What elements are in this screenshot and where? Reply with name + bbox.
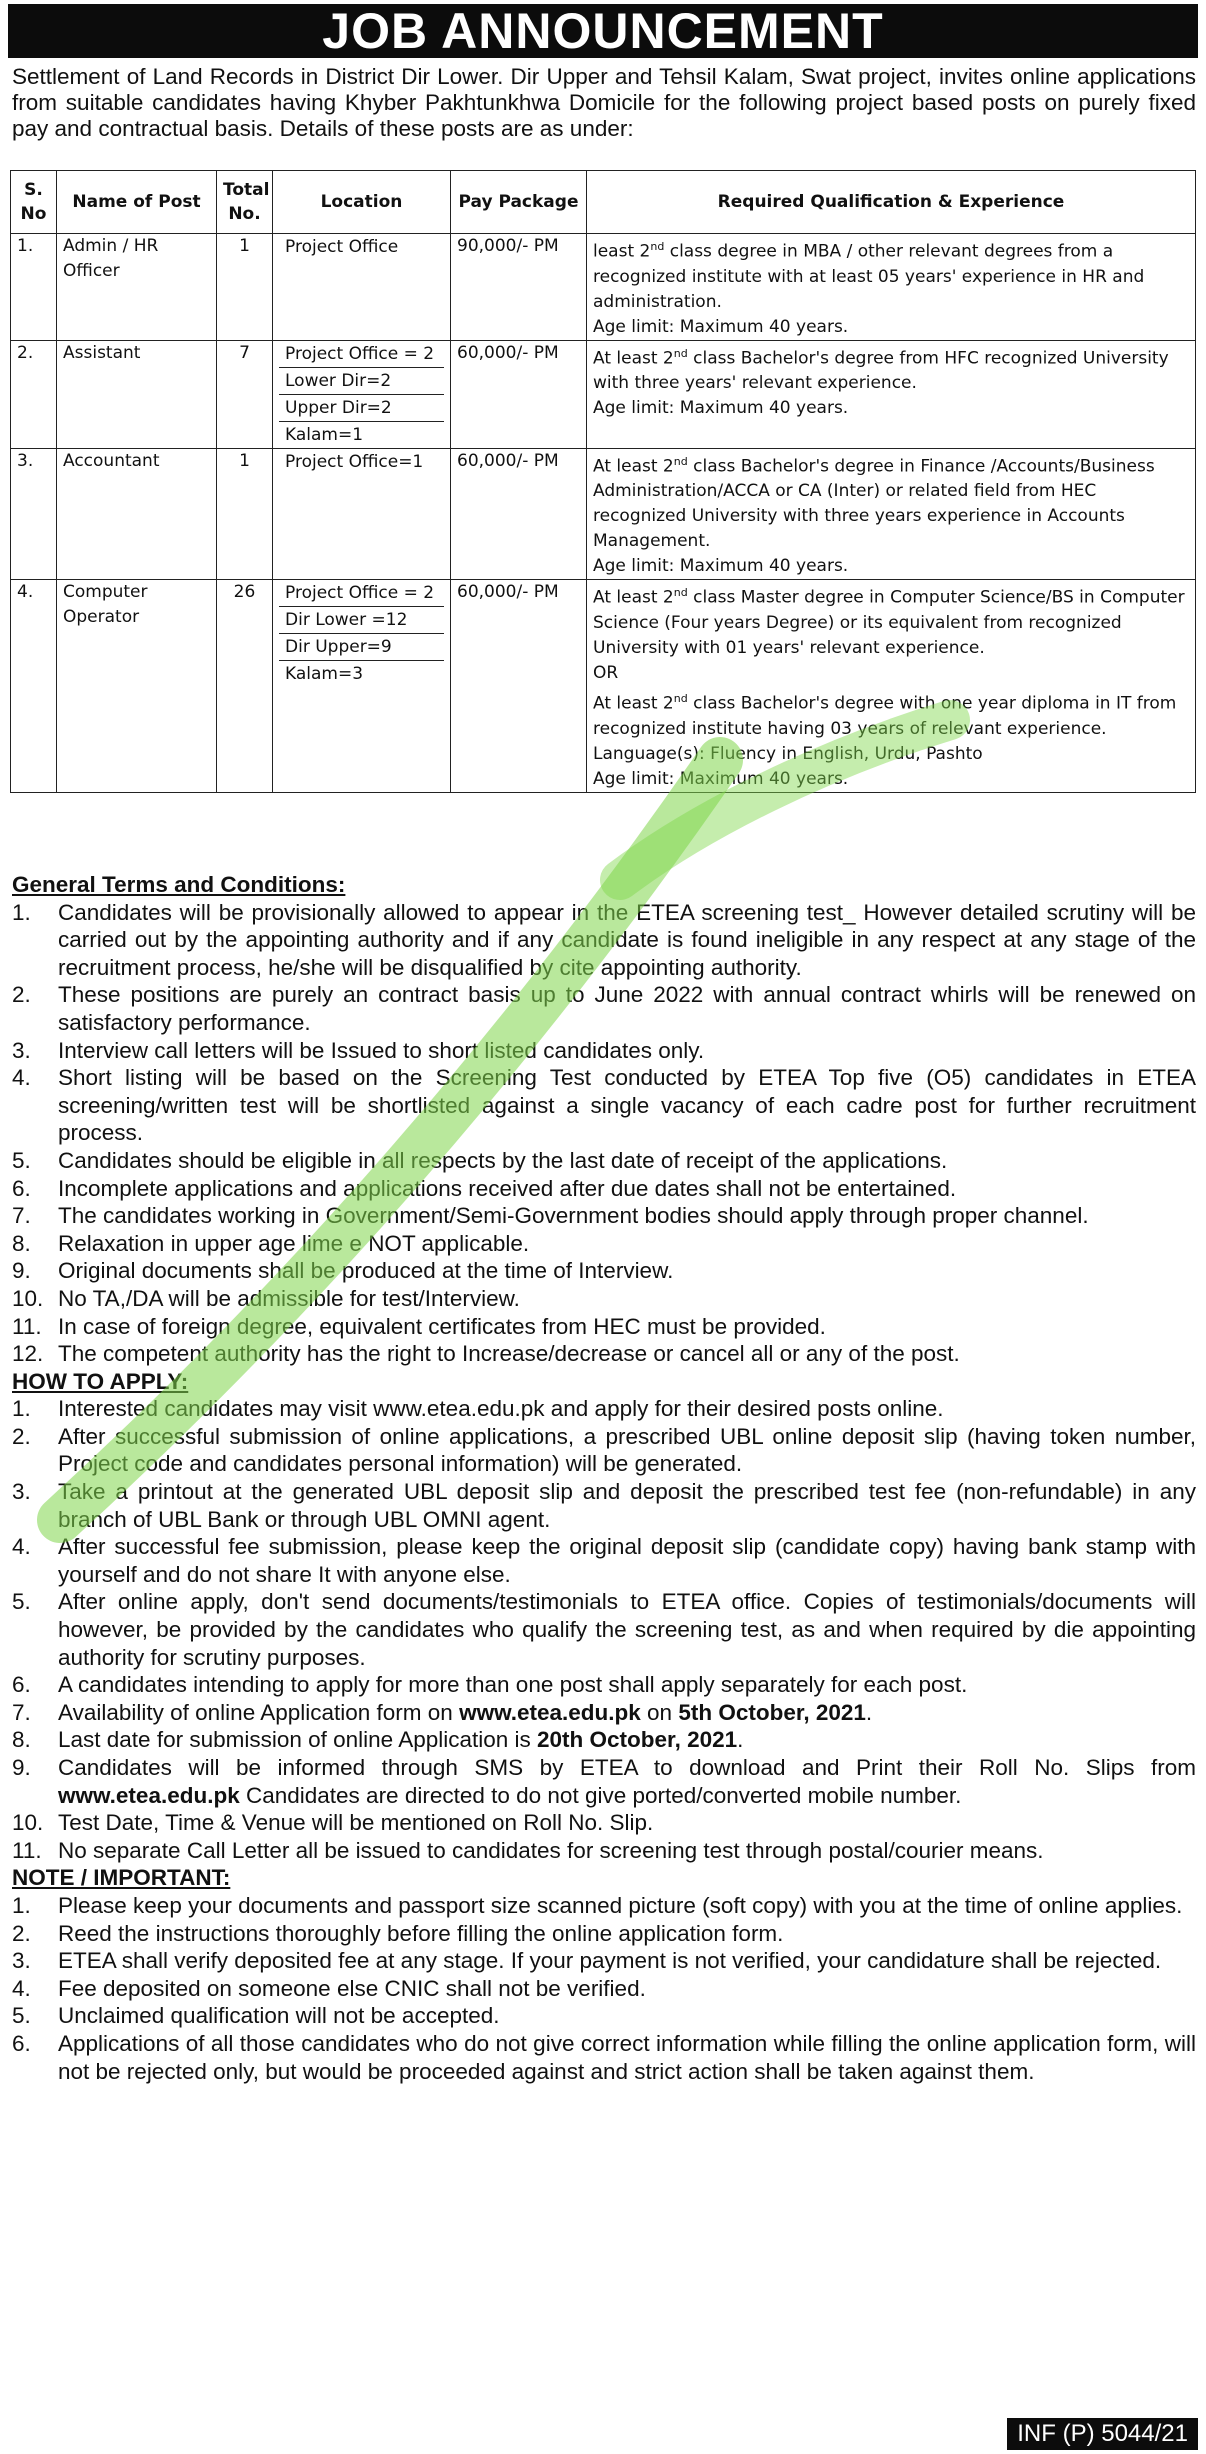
location-item: Dir Upper=9	[279, 634, 444, 661]
footer-reference-code: INF (P) 5044/21	[1007, 2418, 1198, 2450]
how-to-apply-heading: HOW TO APPLY:	[12, 1368, 189, 1394]
item-number: 3.	[12, 1479, 31, 1505]
item-text: Incomplete applications and applications received after due dates shall not be entertained.	[58, 1175, 957, 1201]
item-number: 8.	[12, 1727, 31, 1753]
item-number: 2.	[12, 982, 31, 1008]
qualification-line: OR	[593, 662, 619, 683]
location-item: Upper Dir=2	[279, 395, 444, 422]
item-number: 12.	[12, 1341, 44, 1367]
item-text: The candidates working in Government/Semi-Government bodies should apply through proper channel.	[58, 1203, 1089, 1229]
item-number: 6.	[12, 1672, 31, 1698]
location-item: Dir Lower =12	[279, 607, 444, 634]
cell-pay: 60,000/- PM	[451, 340, 587, 448]
note-item	[12, 2030, 1196, 2085]
item-number: 4.	[12, 1975, 31, 2001]
item-number: 11.	[12, 1313, 42, 1339]
general-term-item	[12, 1313, 1196, 1341]
item-number: 2.	[12, 1920, 31, 1946]
item-text: Interested candidates may visit www.etea.edu.pk and apply for their desired posts online.	[58, 1396, 944, 1422]
note-item	[12, 2002, 1196, 2030]
qualification-line: Age limit: Maximum 40 years.	[593, 316, 849, 337]
general-term-item	[12, 1175, 1196, 1203]
how-to-apply-item	[12, 1423, 1196, 1478]
general-term-item	[12, 1202, 1196, 1230]
general-term-item	[12, 1257, 1196, 1285]
location-item: Project Office = 2	[279, 341, 444, 368]
item-text: Short listing will be based on the Screening Test conducted by ETEA Top five (O5) candidates in ETEA screening/written test will be shortlisted against a single vacancy of each cadre post for further recruitment process.	[58, 1065, 1196, 1146]
qualification-line: At least 2nd class Master degree in Computer Science/BS in Computer Science (Four years Degree) or its equivalent from recognized University with 01 years' relevant experience.	[593, 586, 1185, 658]
posts-table	[10, 170, 1196, 793]
cell-location	[273, 234, 451, 341]
how-to-apply-item	[12, 1837, 1196, 1865]
item-number: 10.	[12, 1285, 44, 1311]
header-name: Name of Post	[57, 171, 217, 234]
item-number: 5.	[12, 1589, 31, 1615]
item-number: 2.	[12, 1423, 31, 1449]
cell-sno: 1.	[11, 234, 57, 341]
table-row	[11, 580, 1196, 792]
how-to-apply-item	[12, 1478, 1196, 1533]
how-to-apply-item	[12, 1726, 1196, 1754]
item-text: Take a printout at the generated UBL deposit slip and deposit the prescribed test fee (non-refundable) in any branch of UBL Bank or through UBL OMNI agent.	[58, 1479, 1196, 1532]
item-text: Candidates should be eligible in all respects by the last date of receipt of the applications.	[58, 1147, 948, 1173]
general-term-item	[12, 1064, 1196, 1147]
qualification-line: At least 2nd class Bachelor's degree from HFC recognized University with three years' relevant experience.	[593, 346, 1169, 394]
item-text: After successful fee submission, please keep the original deposit slip (candidate copy) having bank stamp with yourself and do not share It with anyone else.	[58, 1534, 1196, 1587]
how-to-apply-item	[12, 1809, 1196, 1837]
cell-pay: 90,000/- PM	[451, 234, 587, 341]
cell-post-name: Computer Operator	[57, 580, 217, 792]
item-number: 5.	[12, 1147, 31, 1173]
cell-total: 1	[217, 448, 273, 580]
item-text: These positions are purely an contract basis up to June 2022 with annual contract whirls will be renewed on satisfactory performance.	[58, 982, 1196, 1035]
general-term-item	[12, 1037, 1196, 1065]
item-text: Fee deposited on someone else CNIC shall not be verified.	[58, 1975, 646, 2001]
header-total: Total No.	[217, 171, 273, 234]
table-row	[11, 234, 1196, 341]
cell-post-name: Accountant	[57, 448, 217, 580]
item-text: Reed the instructions thoroughly before filling the online application form.	[58, 1920, 784, 1946]
item-number: 8.	[12, 1230, 31, 1256]
table-row	[11, 448, 1196, 580]
general-term-item	[12, 1230, 1196, 1258]
qualification-line: Age limit: Maximum 40 years.	[593, 556, 849, 577]
qualification-line: Language(s): Fluency in English, Urdu, Pashto	[593, 743, 983, 764]
general-term-item	[12, 1147, 1196, 1175]
note-item	[12, 1892, 1196, 1920]
item-number: 1.	[12, 899, 31, 925]
item-text: Please keep your documents and passport size scanned picture (soft copy) with you at the time of online applies.	[58, 1892, 1183, 1918]
item-text: After online apply, don't send documents/testimonials to ETEA office. Copies of testimonials/documents will however, be provided by the candidates who qualify the screening test, as and when required by die appointing authority for scrutiny purposes.	[58, 1589, 1196, 1670]
item-number: 6.	[12, 2030, 31, 2056]
cell-location	[273, 340, 451, 448]
cell-location	[273, 448, 451, 580]
general-term-item	[12, 899, 1196, 982]
location-item: Kalam=3	[285, 664, 364, 685]
qualification-line: Age limit: Maximum 40 years.	[593, 398, 849, 419]
location-item: Project Office=1	[285, 451, 424, 472]
qualification-line: At least 2nd class Bachelor's degree in Finance /Accounts/Business Administration/ACCA or CA (Inter) or related field from HEC recognized University with three years experience in Accounts Management.	[593, 454, 1155, 552]
item-number: 1.	[12, 1892, 31, 1918]
item-text: The competent authority has the right to Increase/decrease or cancel all or any of the post.	[58, 1341, 960, 1367]
how-to-apply-item	[12, 1588, 1196, 1671]
note-item	[12, 1920, 1196, 1948]
item-number: 6.	[12, 1175, 31, 1201]
cell-sno: 3.	[11, 448, 57, 580]
qualification-line: At least 2nd class Bachelor's degree with one year diploma in IT from recognized institute having 03 years of relevant experience.	[593, 691, 1177, 739]
notes-list	[12, 1892, 1196, 2085]
location-item: Lower Dir=2	[279, 368, 444, 395]
intro-paragraph: Settlement of Land Records in District Dir Lower. Dir Upper and Tehsil Kalam, Swat project, invites online applications from suitable candidates having Khyber Pakhtunkhwa Domicile for the following project based posts on purely fixed pay and contractual basis. Details of these posts are as under:	[12, 64, 1196, 141]
how-to-apply-item	[12, 1533, 1196, 1588]
general-terms-list	[12, 899, 1196, 1368]
item-number: 10.	[12, 1810, 44, 1836]
item-number: 4.	[12, 1534, 31, 1560]
item-text: Interview call letters will be Issued to short listed candidates only.	[58, 1037, 705, 1063]
cell-pay: 60,000/- PM	[451, 580, 587, 792]
item-number: 9.	[12, 1755, 31, 1780]
note-item	[12, 1947, 1196, 1975]
cell-location	[273, 580, 451, 792]
item-number: 3.	[12, 1037, 31, 1063]
item-text: Original documents shall be produced at the time of Interview.	[58, 1258, 674, 1284]
header-sno: S. No	[11, 171, 57, 234]
item-number: 1.	[12, 1396, 31, 1422]
item-text: Candidates will be provisionally allowed to appear in the ETEA screening test_ However detailed scrutiny will be carried out by the appointing authority and if any candidate is found ineligible in any respect at any stage of the recruitment process, he/she will be disqualified by cite appointing authority.	[58, 899, 1196, 980]
item-number: 7.	[12, 1699, 31, 1725]
item-text: Candidates will be informed through SMS by ETEA to download and Print their Roll No. Slips from www.etea.edu.pk Candidates are directed to do not give ported/converted mobile number.	[58, 1755, 1196, 1808]
table-row	[11, 340, 1196, 448]
cell-qualification	[587, 340, 1196, 448]
item-number: 11.	[12, 1837, 42, 1863]
general-term-item	[12, 981, 1196, 1036]
item-number: 3.	[12, 1948, 31, 1974]
how-to-apply-item	[12, 1671, 1196, 1699]
how-to-apply-list	[12, 1395, 1196, 1864]
item-text: Applications of all those candidates who do not give correct information while filling the online application form, will not be rejected only, but would be proceeded against and strict action shall be taken against them.	[58, 2030, 1196, 2084]
item-text: No TA,/DA will be admissible for test/Interview.	[58, 1285, 520, 1311]
general-term-item	[12, 1285, 1196, 1313]
note-item	[12, 1975, 1196, 2003]
item-text: A candidates intending to apply for more than one post shall apply separately for each post.	[58, 1672, 968, 1698]
header-location: Location	[273, 171, 451, 234]
how-to-apply-item	[12, 1754, 1196, 1809]
item-text: No separate Call Letter all be issued to candidates for screening test through postal/courier means.	[58, 1837, 1044, 1863]
how-to-apply-item	[12, 1699, 1196, 1727]
cell-sno: 4.	[11, 580, 57, 792]
cell-total: 1	[217, 234, 273, 341]
location-item: Project Office = 2	[279, 580, 444, 607]
item-number: 5.	[12, 2003, 31, 2029]
cell-post-name: Assistant	[57, 340, 217, 448]
item-text: Availability of online Application form on www.etea.edu.pk on 5th October, 2021.	[58, 1699, 873, 1725]
item-text: Relaxation in upper age lime e NOT applicable.	[58, 1230, 530, 1256]
general-terms-heading: General Terms and Conditions:	[12, 872, 346, 897]
cell-post-name: Admin / HR Officer	[57, 234, 217, 341]
cell-total: 26	[217, 580, 273, 792]
item-text: Unclaimed qualification will not be accepted.	[58, 2003, 500, 2029]
item-number: 4.	[12, 1065, 31, 1091]
terms-sections	[12, 871, 1196, 2085]
qualification-line: least 2nd class degree in MBA / other relevant degrees from a recognized institute with at least 05 years' experience in HR and administration.	[593, 240, 1145, 312]
item-text: In case of foreign degree, equivalent certificates from HEC must be provided.	[58, 1313, 826, 1339]
item-number: 7.	[12, 1203, 31, 1229]
header-qualification: Required Qualification & Experience	[587, 171, 1196, 234]
cell-pay: 60,000/- PM	[451, 448, 587, 580]
item-number: 9.	[12, 1258, 31, 1284]
item-text: After successful submission of online applications, a prescribed UBL online deposit slip (having token number, Project code and candidates personal information) will be generated.	[58, 1423, 1196, 1477]
location-item: Kalam=1	[285, 424, 364, 445]
cell-sno: 2.	[11, 340, 57, 448]
item-text: ETEA shall verify deposited fee at any stage. If your payment is not verified, your candidature shall be rejected.	[58, 1948, 1162, 1974]
cell-total: 7	[217, 340, 273, 448]
table-header-row	[11, 171, 1196, 234]
header-pay: Pay Package	[451, 171, 587, 234]
location-item: Project Office	[285, 237, 399, 257]
item-text: Test Date, Time & Venue will be mentioned on Roll No. Slip.	[58, 1810, 654, 1836]
notes-heading: NOTE / IMPORTANT:	[12, 1865, 231, 1891]
cell-qualification	[587, 234, 1196, 341]
how-to-apply-item	[12, 1395, 1196, 1423]
qualification-line: Age limit: Maximum 40 years.	[593, 768, 849, 789]
cell-qualification	[587, 580, 1196, 792]
general-term-item	[12, 1340, 1196, 1368]
posts-table-body	[11, 234, 1196, 793]
cell-qualification	[587, 448, 1196, 580]
item-text: Last date for submission of online Application is 20th October, 2021.	[58, 1727, 744, 1753]
page-title: JOB ANNOUNCEMENT	[8, 4, 1198, 58]
